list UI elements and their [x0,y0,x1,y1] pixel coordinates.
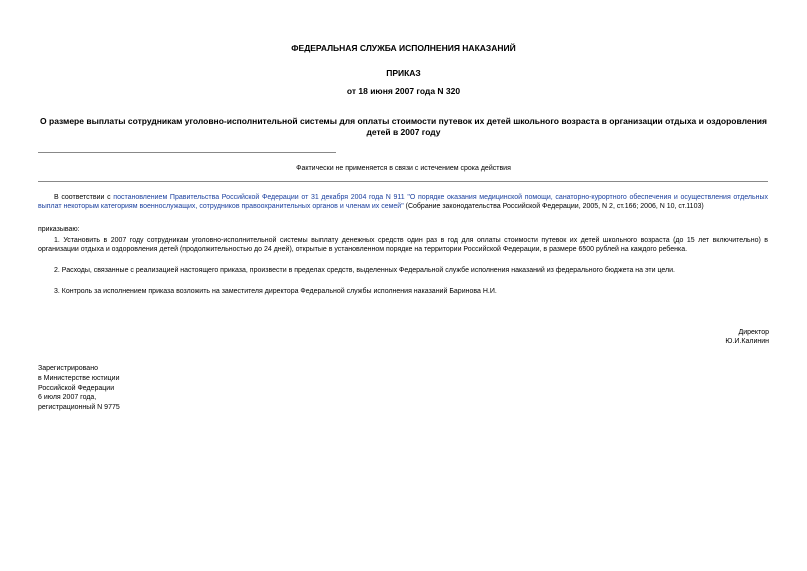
registration-line-3: Российской Федерации [38,384,115,392]
government-decree-link[interactable]: постановлением Правительства Российской Федерации от 31 декабря 2004 года N 911 "О порядке оказания медицинской помощи, санаторно-курортного обеспечения и осуществления отдельных выплат некоторым категориям военнослужащих, сотрудников правоохранительных органов и членам их семей" [38,194,768,211]
document-title: О размере выплаты сотрудникам уголовно-исполнительной системы для оплаты стоимости путевок их детей школьного возраста в организации отдыха и оздоровления детей в 2007 году [40,116,767,138]
registration-line-4: 6 июля 2007 года, [38,394,97,402]
registration-block [38,364,120,413]
signer-position: Директор [738,329,769,336]
registration-line-5: регистрационный N 9775 [38,404,120,412]
issuing-organization: ФЕДЕРАЛЬНАЯ СЛУЖБА ИСПОЛНЕНИЯ НАКАЗАНИЙ [291,43,516,53]
order-word: приказываю: [38,226,80,233]
signer-name: Ю.И.Калинин [725,338,769,346]
order-item-2: 2. Расходы, связанные с реализацией настоящего приказа, произвести в пределах средств, выделенных Федеральной службе исполнения наказаний из федерального бюджета на эти цели. [54,267,676,274]
document-type: ПРИКАЗ [386,68,421,78]
registration-line-1: Зарегистрировано [38,365,98,372]
preamble-prefix: В соответствии с [54,194,114,201]
signature-block [725,328,769,347]
status-note: Фактически не применяется в связи с истечением срока действия [296,165,511,172]
order-item-3: 3. Контроль за исполнением приказа возложить на заместителя директора Федеральной службы исполнения наказаний Баринова Н.И. [54,288,497,295]
registration-line-2: в Министерстве юстиции [38,374,120,382]
divider-bottom [38,181,768,182]
order-item-1: 1. Установить в 2007 году сотрудникам уголовно-исполнительной системы выплату денежных средств один раз в год для оплаты стоимости путевок их детей школьного возраста (до 15 лет включительно) в организации отдыха и оздоровления детей (продолжительностью до 24 дней), открытые в установленном порядке на территории Российской Федерации, в размере 6500 рублей на каждого ребенка. [38,237,768,254]
preamble-paragraph [38,193,768,211]
preamble-suffix: (Собрание законодательства Российской Федерации, 2005, N 2, ст.166; 2006, N 10, ст.1103) [403,203,704,211]
divider-top [38,152,336,153]
document-date-number: от 18 июня 2007 года N 320 [346,86,461,96]
